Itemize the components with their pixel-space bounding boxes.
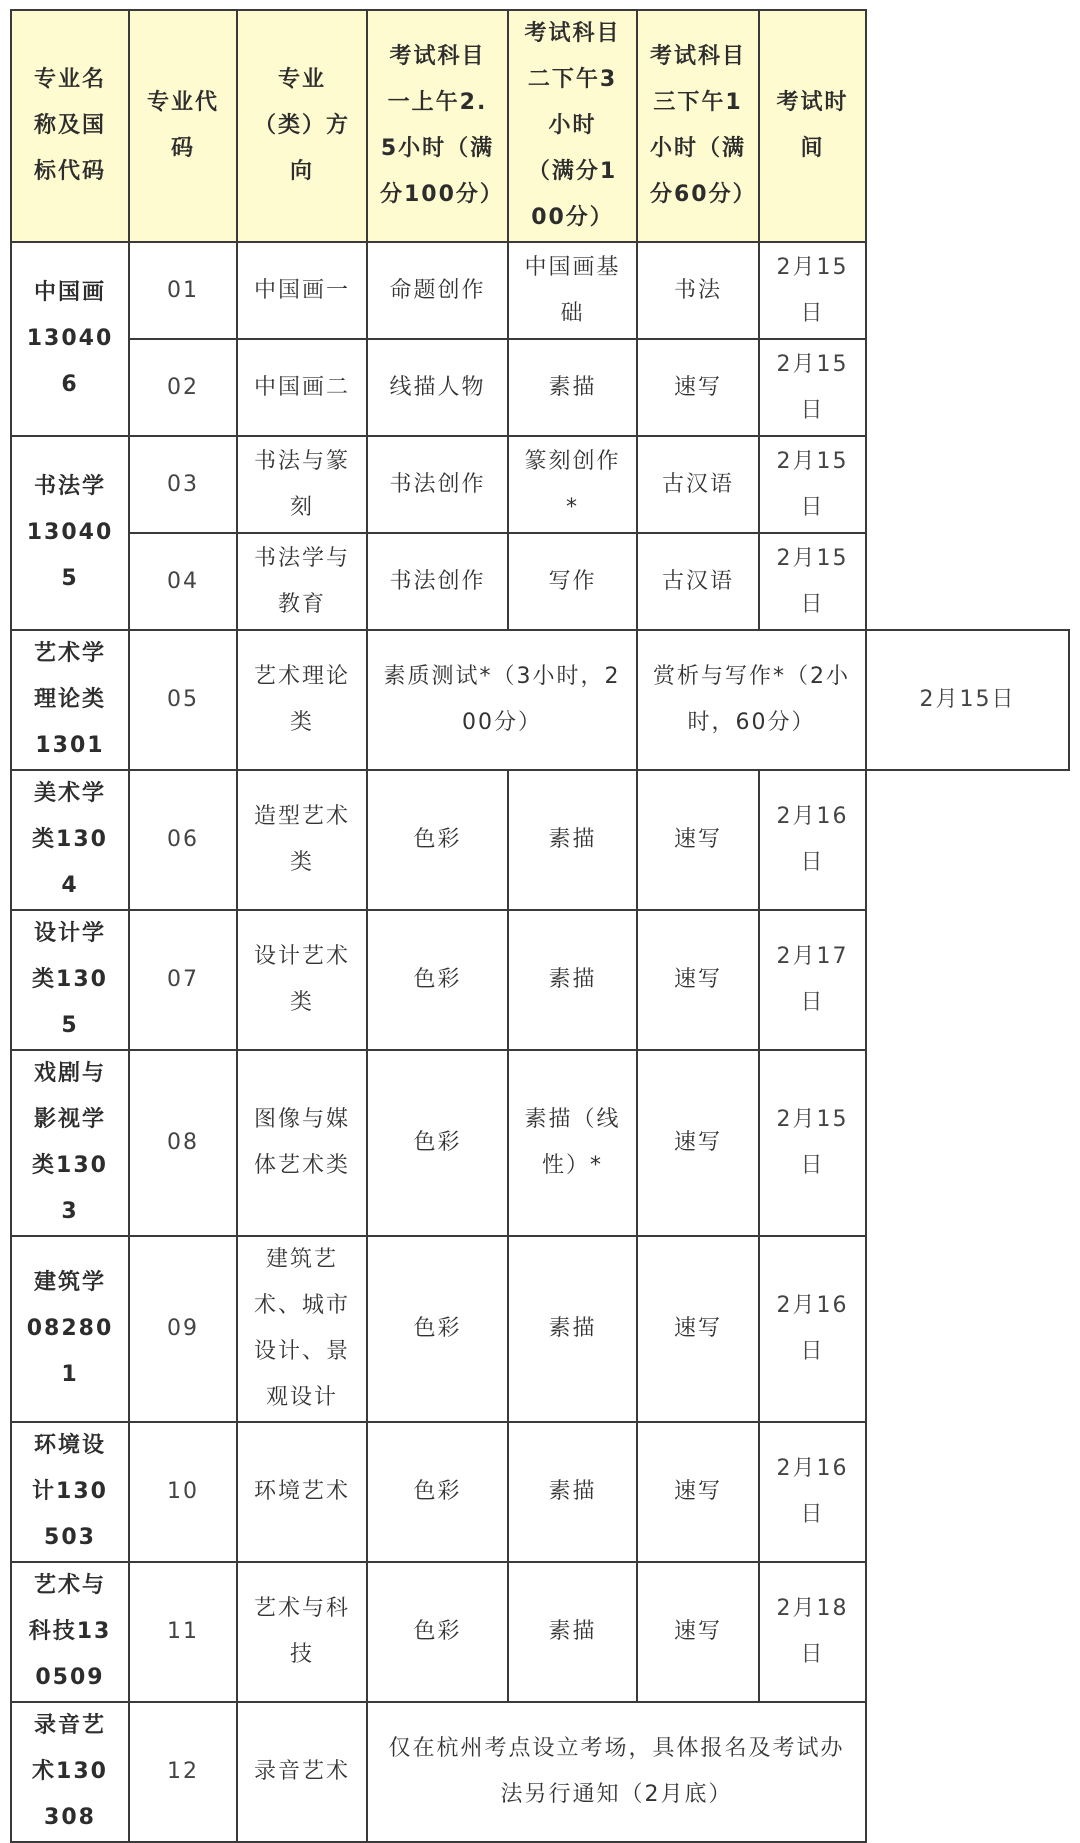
exam-date: 2月16日 bbox=[759, 1422, 866, 1562]
header-major-name: 专业名称及国标代码 bbox=[11, 10, 129, 242]
major-code: 01 bbox=[129, 242, 237, 339]
table-row bbox=[11, 1562, 1069, 1702]
subject-3: 古汉语 bbox=[637, 436, 759, 533]
subject-2: 素描（线性）* bbox=[508, 1050, 637, 1236]
subject-2: 篆刻创作* bbox=[508, 436, 637, 533]
major-code: 05 bbox=[129, 630, 237, 770]
header-subject-1: 考试科目一上午2.5小时（满分100分） bbox=[367, 10, 508, 242]
major-direction: 艺术与科技 bbox=[237, 1562, 367, 1702]
exam-date: 2月15日 bbox=[759, 533, 866, 630]
exam-date: 2月15日 bbox=[759, 339, 866, 436]
major-direction: 录音艺术 bbox=[237, 1702, 367, 1842]
major-direction: 艺术理论类 bbox=[237, 630, 367, 770]
subject-1: 色彩 bbox=[367, 910, 508, 1050]
major-code: 06 bbox=[129, 770, 237, 910]
header-major-code: 专业代码 bbox=[129, 10, 237, 242]
exam-schedule-wrapper bbox=[10, 9, 1070, 1843]
table-row bbox=[11, 910, 1069, 1050]
subject-2: 素描 bbox=[508, 770, 637, 910]
major-direction: 书法学与教育 bbox=[237, 533, 367, 630]
major-direction: 中国画一 bbox=[237, 242, 367, 339]
major-direction: 设计艺术类 bbox=[237, 910, 367, 1050]
exam-date: 2月17日 bbox=[759, 910, 866, 1050]
major-code: 04 bbox=[129, 533, 237, 630]
subject-2: 赏析与写作*（2小时，60分） bbox=[637, 630, 866, 770]
header-subject-2: 考试科目二下午3小时 （满分100分） bbox=[508, 10, 637, 242]
subject-3: 速写 bbox=[637, 339, 759, 436]
table-row bbox=[11, 242, 1069, 339]
exam-note: 仅在杭州考点设立考场，具体报名及考试办法另行通知（2月底） bbox=[367, 1702, 866, 1842]
table-row bbox=[11, 770, 1069, 910]
header-exam-date: 考试时间 bbox=[759, 10, 866, 242]
major-name: 录音艺术130308 bbox=[11, 1702, 129, 1842]
major-name: 环境设计130503 bbox=[11, 1422, 129, 1562]
exam-date: 2月16日 bbox=[759, 1236, 866, 1422]
exam-date: 2月15日 bbox=[866, 630, 1069, 770]
major-direction: 书法与篆刻 bbox=[237, 436, 367, 533]
exam-date: 2月15日 bbox=[759, 436, 866, 533]
table-row bbox=[11, 436, 1069, 533]
subject-3: 速写 bbox=[637, 1050, 759, 1236]
major-direction: 中国画二 bbox=[237, 339, 367, 436]
subject-1: 线描人物 bbox=[367, 339, 508, 436]
header-subject-3: 考试科目三下午1小时（满分60分） bbox=[637, 10, 759, 242]
major-name: 设计学类1305 bbox=[11, 910, 129, 1050]
table-row bbox=[11, 533, 1069, 630]
header-direction: 专业（类）方向 bbox=[237, 10, 367, 242]
table-row bbox=[11, 1422, 1069, 1562]
table-row bbox=[11, 1702, 1069, 1842]
subject-1: 命题创作 bbox=[367, 242, 508, 339]
subject-1: 色彩 bbox=[367, 1562, 508, 1702]
major-direction: 建筑艺术、城市设计、景观设计 bbox=[237, 1236, 367, 1422]
subject-2: 写作 bbox=[508, 533, 637, 630]
major-code: 11 bbox=[129, 1562, 237, 1702]
subject-2: 素描 bbox=[508, 1562, 637, 1702]
major-name: 艺术与科技130509 bbox=[11, 1562, 129, 1702]
major-direction: 造型艺术类 bbox=[237, 770, 367, 910]
major-code: 02 bbox=[129, 339, 237, 436]
subject-3: 书法 bbox=[637, 242, 759, 339]
subject-1: 书法创作 bbox=[367, 436, 508, 533]
subject-3: 速写 bbox=[637, 1236, 759, 1422]
major-name: 中国画130406 bbox=[11, 242, 129, 436]
major-code: 09 bbox=[129, 1236, 237, 1422]
subject-1: 书法创作 bbox=[367, 533, 508, 630]
exam-date: 2月15日 bbox=[759, 1050, 866, 1236]
exam-schedule-table bbox=[10, 9, 1070, 1843]
major-code: 12 bbox=[129, 1702, 237, 1842]
subject-1: 色彩 bbox=[367, 1050, 508, 1236]
major-code: 03 bbox=[129, 436, 237, 533]
major-name: 戏剧与影视学类1303 bbox=[11, 1050, 129, 1236]
subject-3: 速写 bbox=[637, 1562, 759, 1702]
exam-date: 2月15日 bbox=[759, 242, 866, 339]
subject-2: 素描 bbox=[508, 1236, 637, 1422]
subject-3: 速写 bbox=[637, 770, 759, 910]
subject-3: 速写 bbox=[637, 910, 759, 1050]
subject-1: 色彩 bbox=[367, 1236, 508, 1422]
subject-2: 素描 bbox=[508, 339, 637, 436]
subject-1: 色彩 bbox=[367, 1422, 508, 1562]
table-row bbox=[11, 1050, 1069, 1236]
major-code: 07 bbox=[129, 910, 237, 1050]
subject-2: 素描 bbox=[508, 1422, 637, 1562]
major-name: 建筑学082801 bbox=[11, 1236, 129, 1422]
exam-date: 2月16日 bbox=[759, 770, 866, 910]
table-row bbox=[11, 630, 1069, 770]
subject-3: 古汉语 bbox=[637, 533, 759, 630]
major-direction: 图像与媒体艺术类 bbox=[237, 1050, 367, 1236]
major-direction: 环境艺术 bbox=[237, 1422, 367, 1562]
major-name: 艺术学理论类1301 bbox=[11, 630, 129, 770]
subject-1: 素质测试*（3小时，200分） bbox=[367, 630, 637, 770]
table-row bbox=[11, 339, 1069, 436]
header-row bbox=[11, 10, 1069, 242]
subject-1: 色彩 bbox=[367, 770, 508, 910]
exam-date: 2月18日 bbox=[759, 1562, 866, 1702]
subject-2: 中国画基础 bbox=[508, 242, 637, 339]
major-code: 08 bbox=[129, 1050, 237, 1236]
table-row bbox=[11, 1236, 1069, 1422]
major-name: 书法学130405 bbox=[11, 436, 129, 630]
subject-2: 素描 bbox=[508, 910, 637, 1050]
major-code: 10 bbox=[129, 1422, 237, 1562]
major-name: 美术学类1304 bbox=[11, 770, 129, 910]
subject-3: 速写 bbox=[637, 1422, 759, 1562]
